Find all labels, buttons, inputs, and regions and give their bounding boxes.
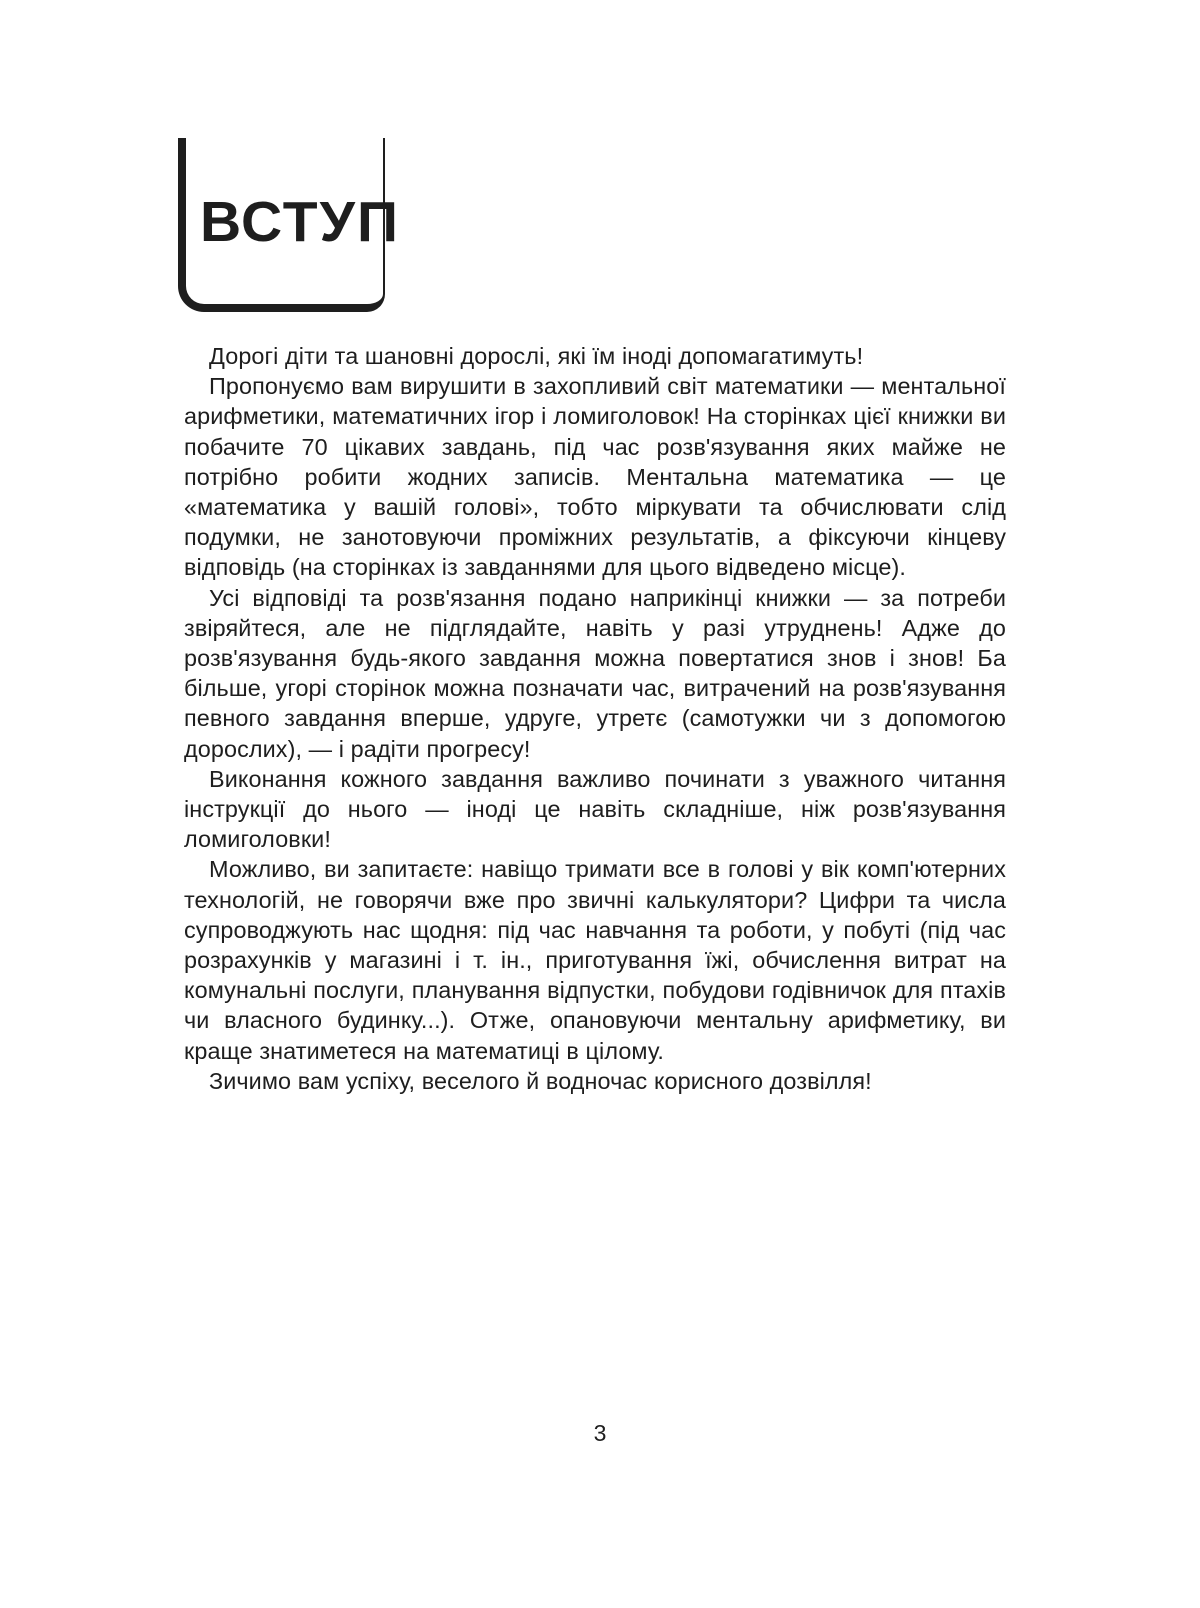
intro-body — [184, 341, 1006, 1096]
page-number: 3 — [593, 1420, 607, 1446]
paragraph-wishes: Зичимо вам успіху, веселого й водночас корисного дозвілля! — [209, 1067, 872, 1094]
paragraph-answers: Усі відповіді та розв'язання подано наприкінці книжки — за потреби звіряйтеся, але не підглядайте, навіть у разі утруднень! Адже до розв'язування будь-якого завдання можна повертатися знов і знов! Ба більше, угорі сторінок можна позначати час, витрачений на розв'язування певного завдання вперше, удруге, утретє (самотужки чи з допомогою дорослих), — і радіти прогресу! — [184, 584, 1006, 762]
paragraph-greeting: Дорогі діти та шановні дорослі, які їм іноді допомагатимуть! — [209, 343, 864, 369]
paragraph-invitation: Пропонуємо вам вирушити в захопливий світ математики — ментальної арифметики, математичних ігор і ломиголовок! На сторінках цієї книжки ви побачите 70 цікавих завдань, під час розв'язування яких майже не потрібно робити жодних записів. Ментальна математика — це «математика у вашій голові», тобто міркувати та обчислювати слід подумки, не занотовуючи проміжних результатів, а фіксуючи кінцеву відповідь (на сторінках із завданнями для цього відведено місце). — [184, 373, 1006, 581]
chapter-heading: ВСТУП — [200, 190, 400, 254]
chapter-heading-frame — [178, 138, 400, 312]
paragraph-instructions: Виконання кожного завдання важливо починати з уважного читання інструкції до нього — іноді це навіть складніше, ніж розв'язування ломиголовки! — [184, 765, 1006, 853]
paragraph-why-mental: Можливо, ви запитаєте: навіщо тримати все в голові у вік комп'ютерних технологій, не говорячи вже про звичні калькулятори? Цифри та числа супроводжують нас щодня: під час навчання та роботи, у побуті (під час розрахунків у магазині і т. ін., приготування їжі, обчислення витрат на комунальні послуги, планування відпустки, побудови годівничок для птахів чи власного будинку...). Отже, опановуючи ментальну арифметику, ви краще знатиметеся на математиці в цілому. — [184, 856, 1006, 1064]
